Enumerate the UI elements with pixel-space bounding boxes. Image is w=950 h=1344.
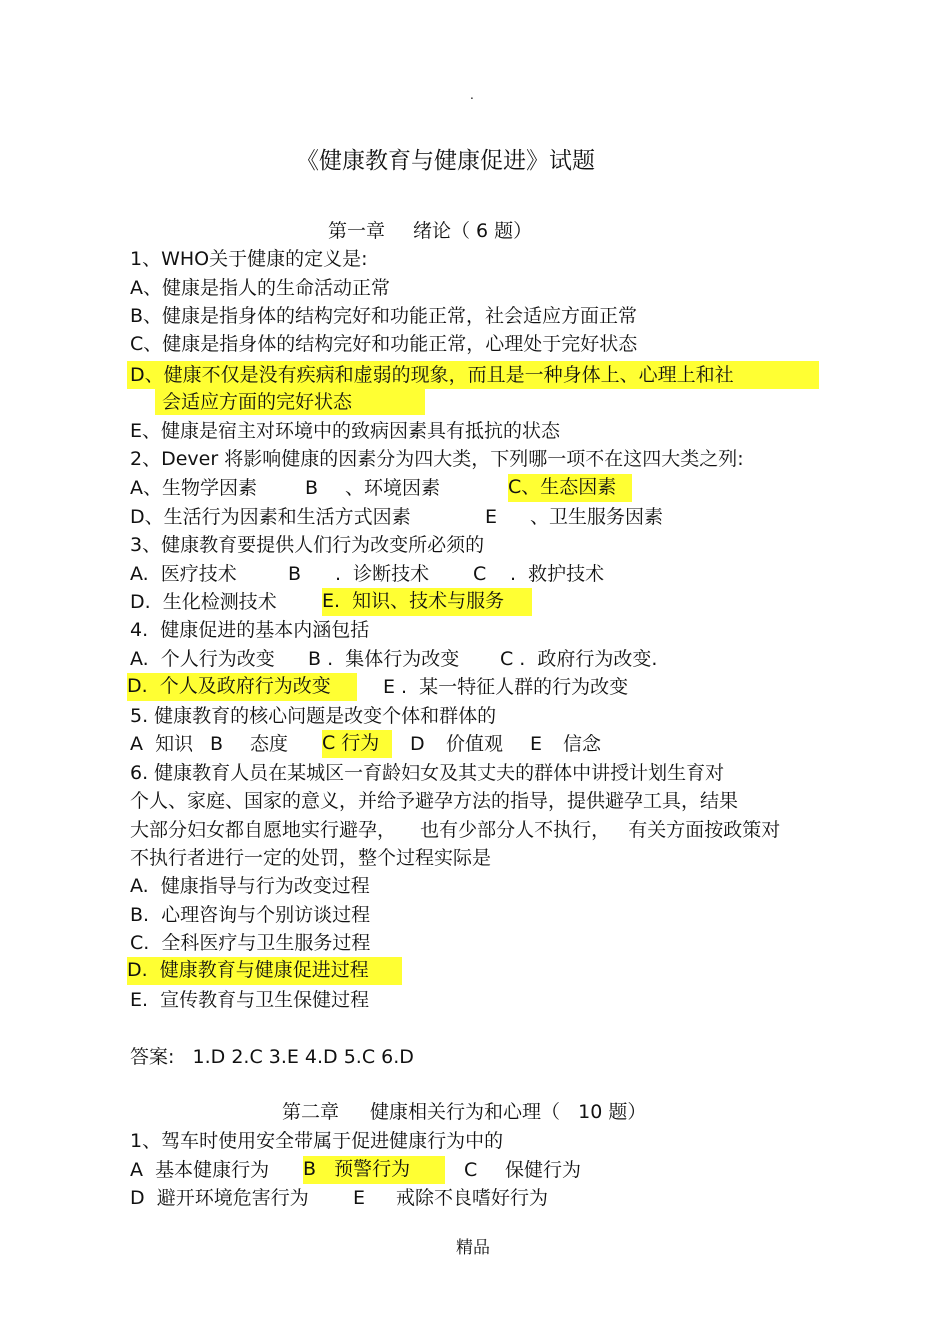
q3-stem: 3、健康教育要提供人们行为改变所必须的	[130, 534, 485, 556]
q1-stem: 1、WHO关于健康的定义是:	[130, 248, 368, 270]
q1-option-d-line2: 会适应方面的完好状态	[162, 391, 353, 413]
q4-stem: 4. 健康促进的基本内涵包括	[130, 619, 370, 641]
page-title: 《健康教育与健康促进》试题	[296, 148, 595, 174]
ch2-q1-option-c-text: 保健行为	[505, 1159, 582, 1181]
q4-option-b: B . 集体行为改变	[308, 648, 460, 670]
q2-option-c: C、生态因素	[508, 474, 632, 502]
header-dot: .	[470, 88, 474, 102]
q3-option-b-text: . 诊断技术	[335, 563, 430, 585]
q3-option-d: D. 生化检测技术	[130, 591, 277, 613]
q6-option-e: E. 宣传教育与卫生保健过程	[130, 989, 370, 1011]
ch2-q1-option-d: D 避开环境危害行为	[130, 1187, 309, 1209]
q6-stem-line2: 个人、家庭、国家的意义，并给予避孕方法的指导，提供避孕工具，结果	[130, 790, 739, 812]
ch2-q1-option-e-text: 戒除不良嗜好行为	[396, 1187, 549, 1209]
q4-option-e: E . 某一特征人群的行为改变	[383, 676, 629, 698]
chapter-1-number: 第一章	[328, 220, 386, 242]
q2-option-d: D、生活行为因素和生活方式因素	[130, 506, 411, 528]
q3-option-e: E. 知识、技术与服务	[322, 588, 532, 616]
q5-option-b-text: 态度	[250, 733, 289, 755]
q2-option-b-text: 、环境因素	[345, 477, 441, 499]
q3-option-c-letter: C	[473, 563, 487, 585]
chapter-2-title: 健康相关行为和心理（ 10 题）	[370, 1101, 647, 1123]
q6-stem-line4: 不执行者进行一定的处罚，整个过程实际是	[130, 847, 492, 869]
q5-option-c: C 行为	[322, 730, 392, 758]
q5-stem: 5. 健康教育的核心问题是改变个体和群体的	[130, 705, 497, 727]
q1-option-d-line1: D、健康不仅是没有疾病和虚弱的现象，而且是一种身体上、心理上和社	[130, 364, 734, 386]
chapter-1-title: 绪论（ 6 题）	[413, 220, 533, 242]
q4-option-d: D. 个人及政府行为改变	[127, 673, 357, 701]
q2-stem: 2、Dever 将影响健康的因素分为四大类，下列哪一项不在这四大类之列:	[130, 448, 744, 470]
ch2-q1-option-c-letter: C	[464, 1159, 478, 1181]
q1-option-b: B、健康是指身体的结构完好和功能正常，社会适应方面正常	[130, 305, 638, 327]
q4-option-c: C . 政府行为改变.	[500, 648, 658, 670]
ch2-q1-option-a: A 基本健康行为	[130, 1159, 270, 1181]
q6-option-c: C. 全科医疗与卫生服务过程	[130, 932, 371, 954]
q1-option-c: C、健康是指身体的结构完好和功能正常，心理处于完好状态	[130, 333, 638, 355]
q3-option-c-text: . 救护技术	[510, 563, 605, 585]
q2-option-e-letter: E	[485, 506, 498, 528]
q5-option-d-letter: D	[410, 733, 425, 755]
answer-key: 答案: 1.D 2.C 3.E 4.D 5.C 6.D	[130, 1046, 414, 1068]
q3-option-a: A. 医疗技术	[130, 563, 237, 585]
q6-option-d: D. 健康教育与健康促进过程	[127, 957, 402, 985]
q3-option-b-letter: B	[288, 563, 302, 585]
q6-stem-line3: 大部分妇女都自愿地实行避孕， 也有少部分人不执行， 有关方面按政策对	[130, 819, 781, 841]
q5-option-e-text: 信念	[563, 733, 602, 755]
ch2-q1-option-e-letter: E	[353, 1187, 366, 1209]
q2-option-a: A、生物学因素	[130, 477, 257, 499]
q5-option-b-letter: B	[210, 733, 224, 755]
q6-option-a: A. 健康指导与行为改变过程	[130, 875, 370, 897]
q5-option-d-text: 价值观	[446, 733, 504, 755]
q6-stem-line1: 6. 健康教育人员在某城区一育龄妇女及其丈夫的群体中讲授计划生育对	[130, 762, 725, 784]
q1-option-e: E、健康是宿主对环境中的致病因素具有抵抗的状态	[130, 420, 561, 442]
q4-option-a: A. 个人行为改变	[130, 648, 275, 670]
q5-option-a: A 知识	[130, 733, 194, 755]
q1-option-a: A、健康是指人的生命活动正常	[130, 277, 390, 299]
footer-label: 精品	[456, 1238, 490, 1258]
q5-option-e-letter: E	[530, 733, 543, 755]
q6-option-b: B. 心理咨询与个别访谈过程	[130, 904, 371, 926]
q2-option-b-letter: B	[305, 477, 319, 499]
q2-option-e-text: 、卫生服务因素	[530, 506, 664, 528]
ch2-q1-stem: 1、驾车时使用安全带属于促进健康行为中的	[130, 1130, 504, 1152]
chapter-2-number: 第二章	[282, 1101, 340, 1123]
ch2-q1-option-b: B 预警行为	[303, 1156, 445, 1184]
